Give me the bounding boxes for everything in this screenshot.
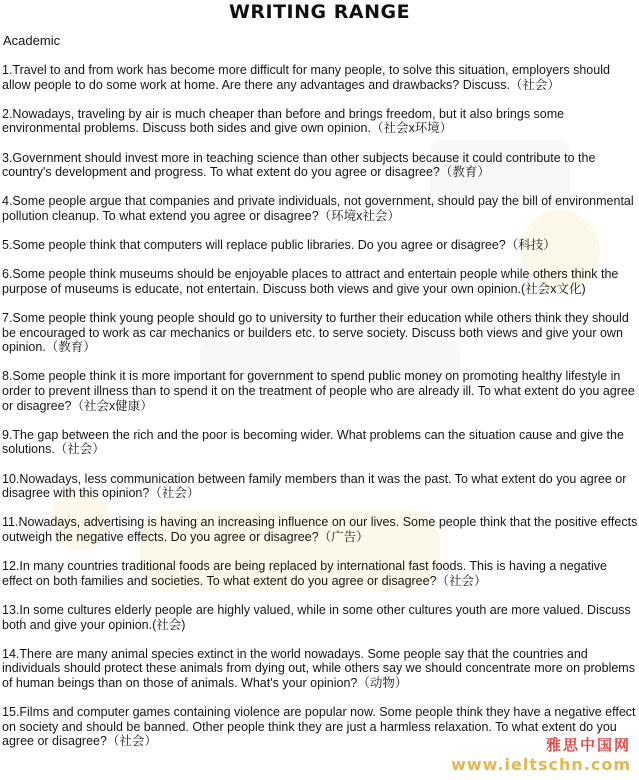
topic-item: 2.Nowadays, traveling by air is much cheaper than before and brings freedom, but it also brings some environmental problems. Discuss both sides and give own opinion.（社会x环境） (2, 106, 565, 136)
topic-item: 7.Some people think young people should go to university to further their education while others think they should be encouraged to work as car mechanics or builders etc. to serve society. Discuss both views and give your own opinion.（教育） (2, 311, 629, 355)
topic-item: 15.Films and computer games containing violence are popular now. Some people think they have a negative effect on society and should be banned. Other people think they are just a harmless relaxation. To what extent do you agree or disagree?（社会） (2, 705, 636, 749)
topic-item: 1.Travel to and from work has become more difficult for many people, to solve this situation, employers should allow people to do some work at home. Are there any advantages and drawbacks? Discuss.（社会） (2, 63, 610, 92)
topic-item: 6.Some people think museums should be enjoyable places to attract and entertain people while others think the purpose of museums is educate, not entertain. Discuss both views and give your own opinion.(社会x文化) (2, 267, 619, 296)
topic-item: 14.There are many animal species extinct in the world nowadays. Some people say that the countries and individuals should protect these animals from dying out, while others say we should concentrate more on problems of human beings than on those of animals. What's your opinion?（动物） (2, 646, 635, 690)
topic-item: 8.Some people think it is more important for government to spend public money on promoting healthy lifestyle in order to prevent illness than to spend it on the treatment of people who are already ill. To what extent do you agree or disagree?（社会x健康） (2, 369, 635, 413)
section-label: Academic (3, 33, 61, 48)
watermark-url: www.ieltschn.com (451, 755, 631, 774)
topic-list (2, 63, 638, 764)
page-title: WRITING RANGE (228, 1, 411, 23)
topic-item: 3.Government should invest more in teaching science than other subjects because it could contribute to the country's development and progress. To what extent do you agree or disagree?（教育） (2, 150, 596, 180)
topic-item: 5.Some people think that computers will replace public libraries. Do you agree or disagree?（科技） (2, 238, 556, 253)
watermark-site-name: 雅思中国网 (545, 736, 631, 754)
topic-item: 13.In some cultures elderly people are highly valued, while in some other cultures youth are more valued. Discuss both and give your opinion.(社会) (2, 602, 631, 632)
topic-item: 9.The gap between the rich and the poor is becoming wider. What problems can the situation cause and give the solutions.（社会） (2, 427, 624, 457)
topic-item: 4.Some people argue that companies and private individuals, not government, should pay the bill of environmental pollution cleanup. To what extend you agree or disagree?（环境x社会） (2, 194, 634, 223)
topic-item: 11.Nowadays, advertising is having an increasing influence on our lives. Some people think that the positive effects outweigh the negative effects. Do you agree or disagree?（广告） (2, 515, 638, 544)
topic-item: 10.Nowadays, less communication between family members than it was the past. To what extent do you agree or disagree with this opinion?（社会） (2, 471, 627, 501)
site-watermark (451, 734, 631, 774)
topic-item: 12.In many countries traditional foods are being replaced by international fast foods. This is having a negative effect on both families and societies. To what extent do you agree or disagree?（社会） (2, 559, 607, 588)
